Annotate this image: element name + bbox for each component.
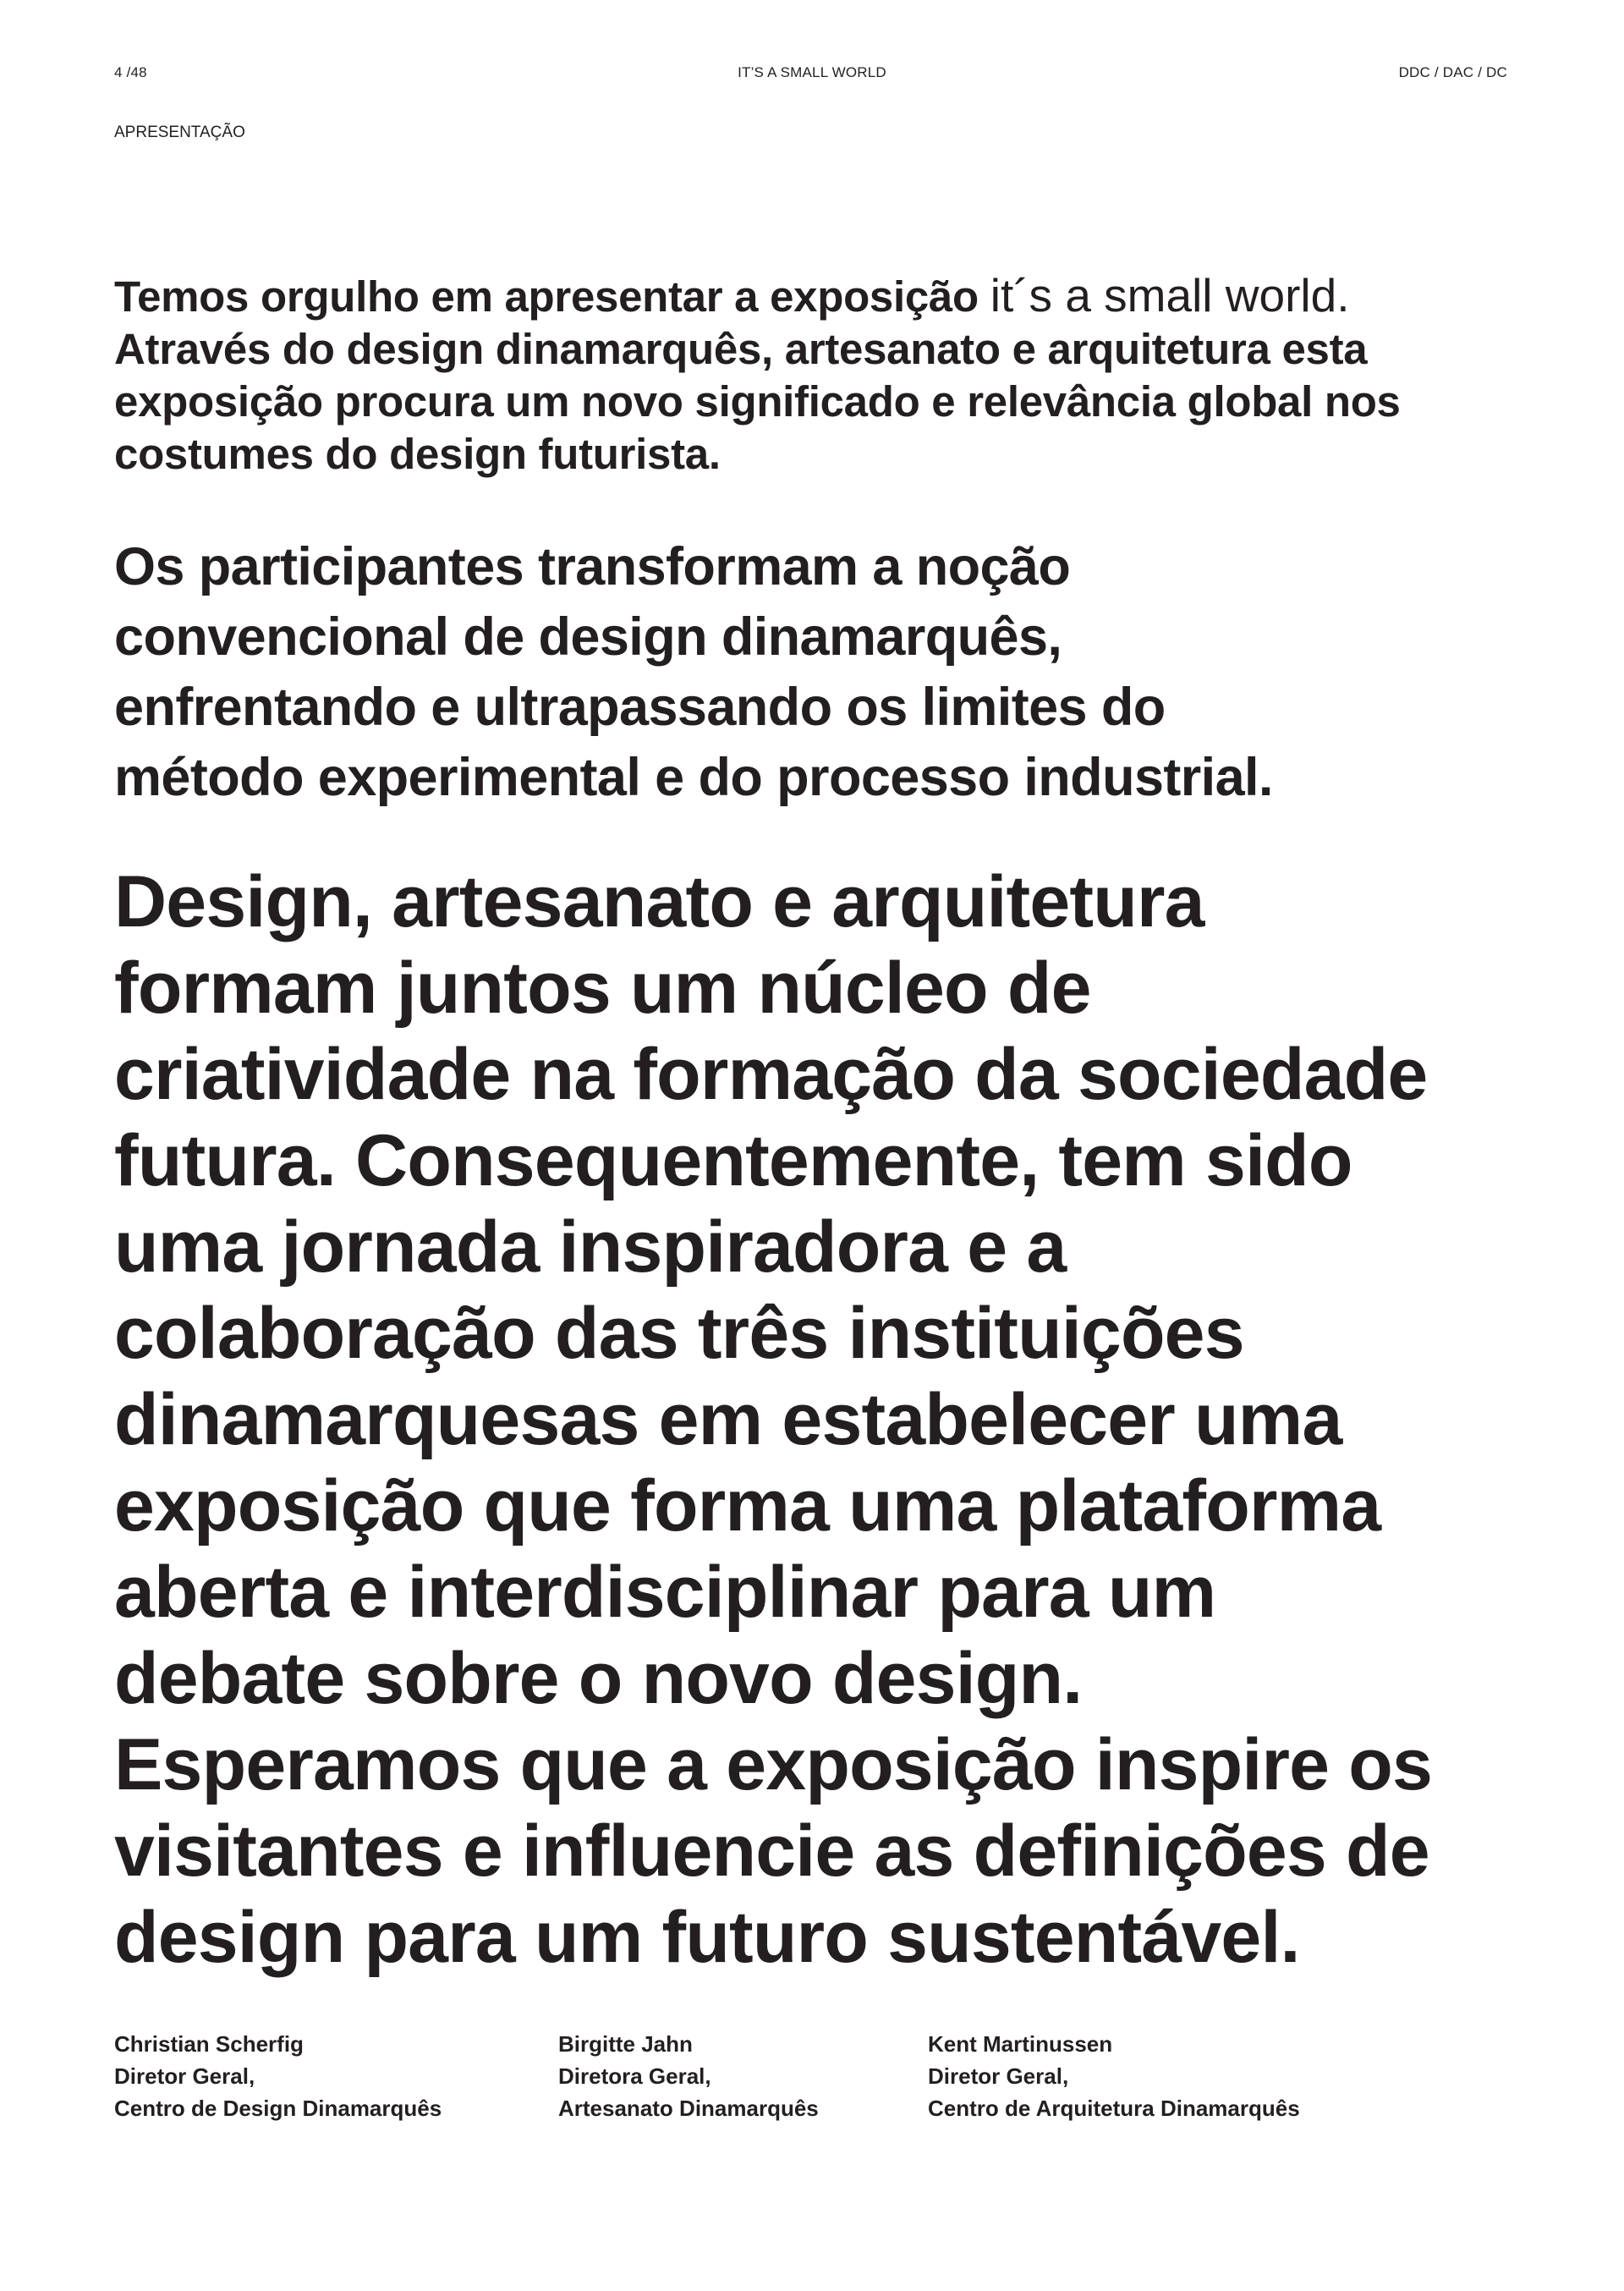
signatory: [558, 2028, 819, 2124]
signatory: [928, 2028, 1300, 2124]
signatory: [114, 2028, 442, 2124]
publication-title: IT’S A SMALL WORLD: [738, 64, 886, 80]
signatory-role: Diretor Geral,: [928, 2063, 1069, 2089]
participants-paragraph: Os participantes transformam a noção convencional de design dinamarquês, enfrentando e ultrapassando os limites do método experimental e do processo industrial.: [114, 537, 1273, 807]
signatory-name: Kent Martinussen: [928, 2031, 1113, 2057]
intro-paragraph: [114, 269, 1552, 481]
intro-lead: Temos orgulho em apresentar a exposição: [114, 272, 990, 321]
signatory-name: Birgitte Jahn: [558, 2031, 693, 2057]
intro-rest: Através do design dinamarquês, artesanato e arquitetura esta exposição procura um novo significado e relevância global nos costumes do design futurista.: [114, 325, 1401, 478]
page-number: 4 /48: [114, 64, 147, 80]
signatory-organization: Centro de Arquitetura Dinamarquês: [928, 2096, 1300, 2121]
signatory-role: Diretor Geral,: [114, 2063, 255, 2089]
signatory-name: Christian Scherfig: [114, 2031, 304, 2057]
signatory-organization: Centro de Design Dinamarquês: [114, 2096, 442, 2121]
signatory-organization: Artesanato Dinamarquês: [558, 2096, 819, 2121]
exhibition-name: it´s a small world.: [990, 269, 1350, 321]
signatory-role: Diretora Geral,: [558, 2063, 711, 2089]
main-statement-paragraph: Design, artesanato e arquitetura formam juntos um núcleo de criatividade na formação da sociedade futura. Consequentemente, tem sido uma jornada inspiradora e a colaboração das três instituições dinamarquesas em estabelecer uma exposição que forma uma plataforma aberta e interdisciplinar para um debate sobre o novo design. Esperamos que a exposição inspire os visitantes e influencie as definições de design para um futuro sustentável.: [114, 861, 1433, 1978]
signatures-block: [114, 2028, 1552, 2129]
section-label: APRESENTAÇÃO: [114, 124, 245, 141]
organizations-label: DDC / DAC / DC: [1398, 64, 1507, 80]
